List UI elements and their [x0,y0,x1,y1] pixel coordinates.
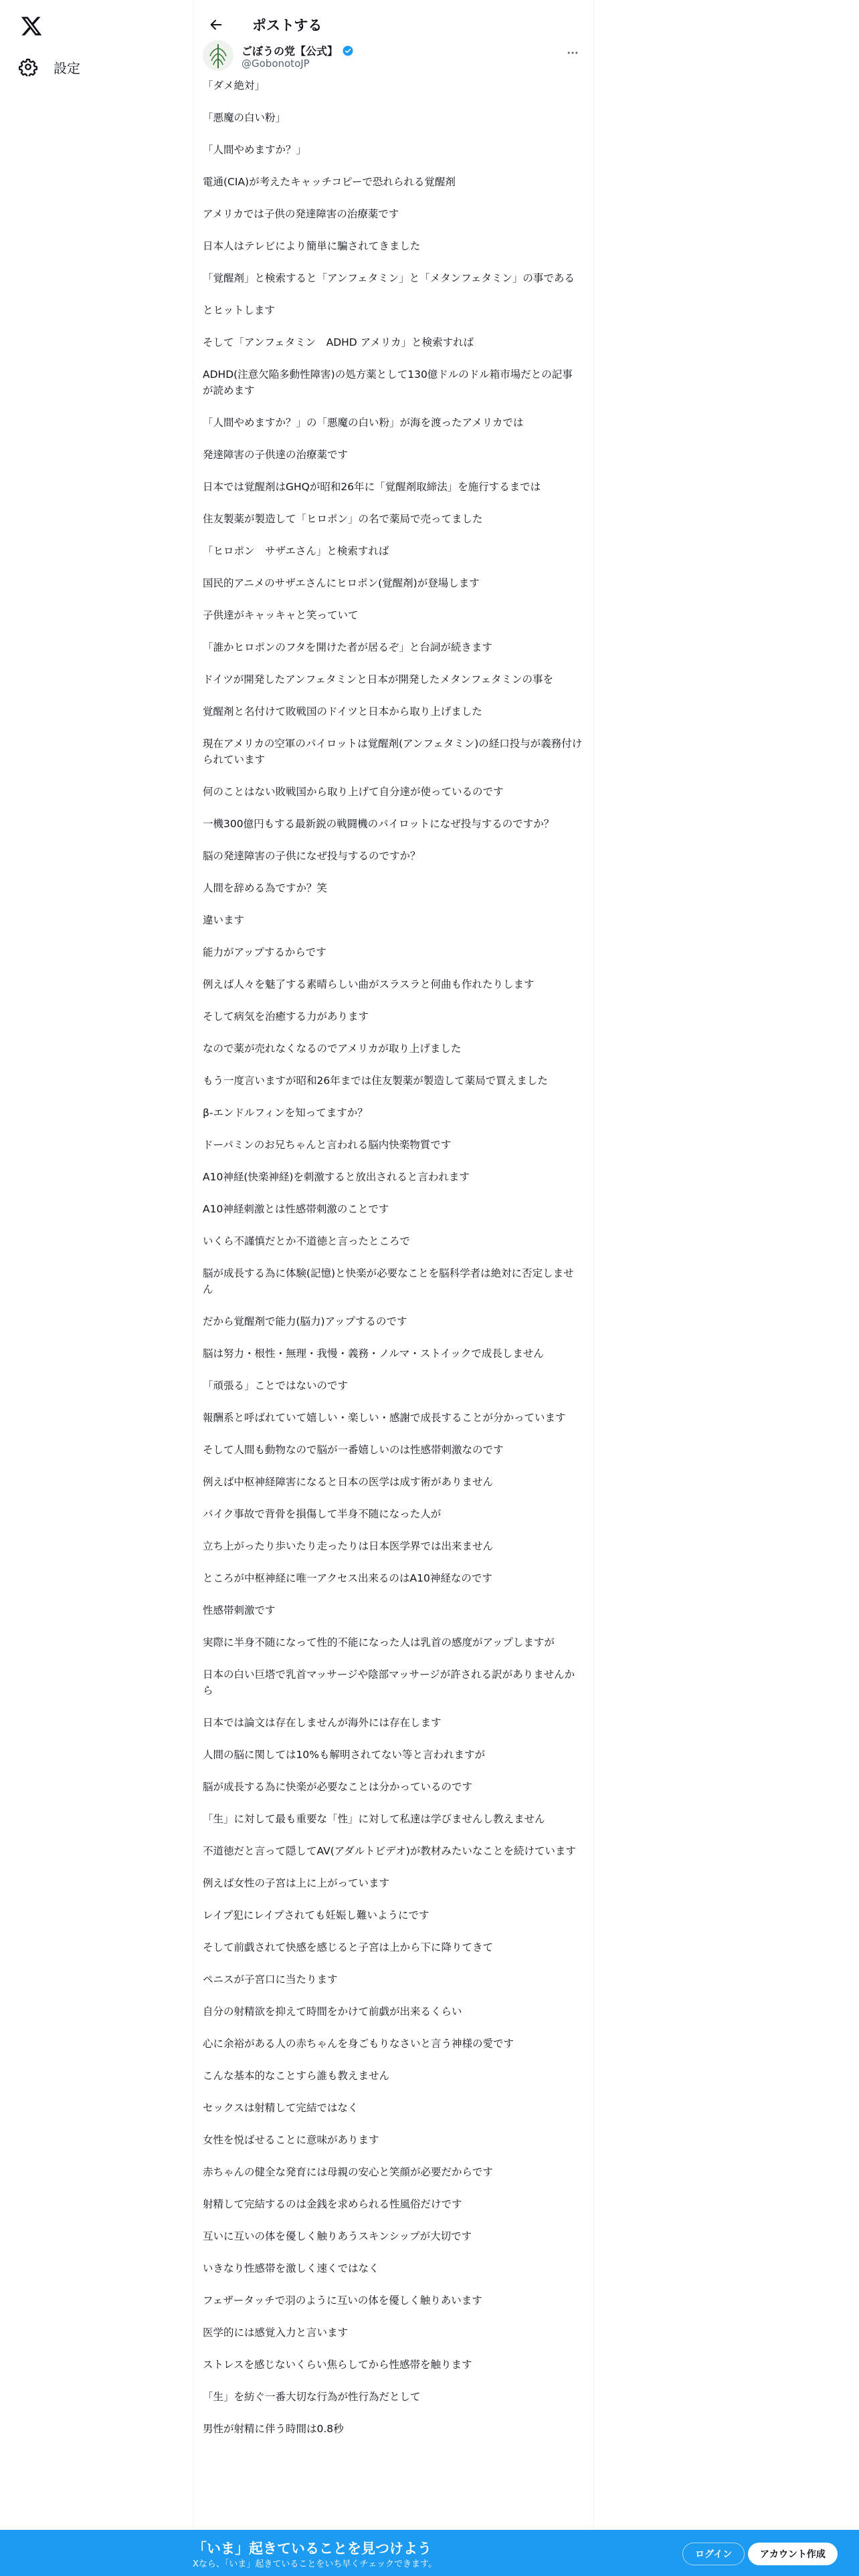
author-name[interactable] [242,43,354,58]
post-line: 「生」に対して最も重要な「性」に対して私達は学びませんし教えません [203,1813,545,1825]
author-handle[interactable]: @GobonotoJP [242,58,310,70]
post-line: そして人間も動物なので脳が一番嬉しいのは性感帯刺激なのです [203,1444,504,1456]
post-line: 脳が成長する為に体験(記憶)と快楽が必要なことを脳科学者は絶対に否定しません [203,1267,574,1295]
left-navigation [0,0,193,2576]
post-line: 「悪魔の白い粉」 [203,112,286,124]
post-line: ドイツが開発したアンフェタミンと日本が開発したメタンフェタミンの事を [203,673,554,685]
author-name-text: ごぼうの党【公式】 [242,45,339,58]
x-logo-icon[interactable] [20,15,43,37]
post-line: 「人間やめますか？」の「悪魔の白い粉」が海を渡ったアメリカでは [203,417,524,429]
login-button[interactable]: ログイン [682,2543,745,2565]
post-line: そして「アンフェタミン ADHD アメリカ」と検索すれば [203,336,474,348]
main-column [193,0,594,2576]
post-line: ADHD(注意欠陥多動性障害)の処方薬として130億ドルのドル箱市場だとの記事が読めます [203,368,573,397]
signup-banner [0,2530,859,2576]
post-line: 覚醒剤と名付けて敗戦国のドイツと日本から取り上げました [203,706,482,718]
post-line: 違います [203,914,245,926]
post-line: 射精して完結するのは金銭を求められる性風俗だけです [203,2198,462,2210]
post-line: バイク事故で背骨を損傷して半身不随になった人が [203,1508,442,1520]
post-line: 国民的アニメのサザエさんにヒロポン(覚醒剤)が登場します [203,577,480,589]
post-line: 立ち上がったり歩いたり走ったりは日本医学界では出来ません [203,1540,494,1552]
post-line: 子供達がキャッキャと笑っていて [203,609,359,621]
post-line: 報酬系と呼ばれていて嬉しい・楽しい・感謝で成長することが分かっています [203,1412,566,1424]
post-line: セックスは射精して完結ではなく [203,2102,359,2114]
post-line: A10神経(快楽神経)を刺激すると放出されると言われます [203,1171,470,1183]
post-line: 互いに互いの体を優しく触りあうスキンシップが大切です [203,2230,472,2242]
banner-title: 「いま」起きていることを見つけよう [193,2541,432,2557]
post-line: A10神経刺激とは性感帯刺激のことです [203,1203,389,1215]
post-line: 例えば女性の子宮は上に上がっています [203,1877,390,1889]
post-line: ところが中枢神経に唯一アクセス出来るのはA10神経なのです [203,1572,492,1584]
post-line: ペニスが子宮口に当たります [203,1973,338,1985]
gear-icon [19,58,37,76]
post-line: 脳が成長する為に快楽が必要なことは分かっているのです [203,1781,473,1793]
post-line: ドーパミンのお兄ちゃんと言われる脳内快楽物質です [203,1139,452,1151]
post-line: ストレスを感じないくらい焦らしてから性感帯を触ります [203,2359,472,2371]
post-line: 実際に半身不随になって性的不能になった人は乳首の感度がアップしますが [203,1636,555,1648]
post-line: β-エンドルフィンを知ってますか？ [203,1107,368,1119]
post-line: 日本では覚醒剤はGHQが昭和26年に「覚醒剤取締法」を施行するまでは [203,481,541,493]
post-line: 例えば中枢神経障害になると日本の医学は成す術がありません [203,1476,494,1488]
more-dots-icon [566,46,579,60]
post-author [203,40,584,75]
post-line: 住友製薬が製造して「ヒロポン」の名で薬局で売ってました [203,513,483,525]
post-line: 脳は努力・根性・無理・我慢・義務・ノルマ・ストイックで成長しません [203,1348,544,1360]
post-line: いくら不謹慎だとか不道徳と言ったところで [203,1235,410,1247]
page-title: ポストする [252,17,322,33]
post-line: 「覚醒剤」と検索すると「アンフェタミン」と「メタンフェタミン」の事である [203,272,575,284]
post-line: 例えば人々を魅了する素晴らしい曲がスラスラと何曲も作れたりします [203,978,535,990]
post-line: フェザータッチで羽のように互いの体を優しく触りあいます [203,2294,482,2306]
verified-badge-icon [342,45,354,57]
post-line: いきなり性感帯を激しく速くではなく [203,2262,379,2274]
sidebar-item-label: 設定 [54,60,80,76]
post-line: とヒットします [203,304,276,316]
post-line: 日本では論文は存在しませんが海外には存在します [203,1717,442,1729]
post-line: 心に余裕がある人の赤ちゃんを身ごもりなさいと言う神様の愛です [203,2038,514,2050]
post-line: 一機300億円もする最新鋭の戦闘機のパイロットになぜ投与するのですか？ [203,818,555,830]
back-button[interactable] [203,11,229,38]
sidebar-item-settings[interactable] [19,53,80,80]
post-text [203,78,583,2514]
post-line: 「ダメ絶対」 [203,80,266,92]
post-line: 赤ちゃんの健全な発育には母親の安心と笑顔が必要だからです [203,2166,493,2178]
post-line: 能力がアップするからです [203,946,326,958]
post-line: 人間の脳に関しては10%も解明されてない等と言われますが [203,1749,485,1761]
post-line: 不道徳だと言って隠してAV(アダルトビデオ)が教材みたいなことを続けています [203,1845,576,1857]
post-line: 「生」を紡ぐ一番大切な行為が性行為だとして [203,2391,421,2403]
post-line: 日本人はテレビにより簡単に騙されてきました [203,240,421,252]
post-line: 電通(CIA)が考えたキャッチコピーで恐れられる覚醒剤 [203,176,456,188]
avatar[interactable] [203,40,233,71]
post-line: 「ヒロポン サザエさん」と検索すれば [203,545,389,557]
post-line: 人間を辞める為ですか？笑 [203,882,328,894]
banner-subtitle: Xなら、「いま」起きていることをいち早くチェックできます。 [193,2559,437,2569]
post-line: だから覚醒剤で能力(脳力)アップするのです [203,1315,407,1327]
post-line: 女性を悦ばせることに意味があります [203,2134,379,2146]
arrow-left-icon [209,17,223,32]
post-line: もう一度言いますが昭和26年までは住友製薬が製造して薬局で買えました [203,1075,548,1087]
more-options-button[interactable] [561,43,584,63]
post-line: 「誰かヒロポンのフタを開けた者が居るぞ」と台詞が続きます [203,641,492,653]
post-line: なので薬が売れなくなるのでアメリカが取り上げました [203,1043,462,1055]
post-line: 日本の白い巨塔で乳首マッサージや陰部マッサージが許される訳がありませんから [203,1669,575,1697]
post-line: 医学的には感覚入力と言います [203,2327,349,2339]
post-line: 「人間やめますか？」 [203,144,307,156]
post-line: 男性が射精に伴う時間は0.8秒 [203,2423,344,2435]
signup-button[interactable]: アカウント作成 [748,2543,838,2565]
post-line: 「頑張る」ことではないのです [203,1380,349,1392]
post-line: 脳の発達障害の子供になぜ投与するのですか？ [203,850,421,862]
post-line: 自分の射精欲を抑えて時間をかけて前戯が出来るくらい [203,2006,462,2018]
post-line: アメリカでは子供の発達障害の治療薬です [203,208,399,220]
post-line: 発達障害の子供達の治療薬です [203,449,349,461]
post-line: こんな基本的なことすら誰も教えません [203,2070,390,2082]
post-line: そして前戯されて快感を感じると子宮は上から下に降りてきて [203,1941,494,1953]
post-line: 何のことはない敗戦国から取り上げて自分達が使っているのです [203,786,504,798]
post-line: レイプ犯にレイプされても妊娠し難いようにです [203,1909,430,1921]
post-line: そして病気を治癒する力があります [203,1010,369,1023]
post-line: 性感帯刺激です [203,1604,276,1616]
post-line: 現在アメリカの空軍のパイロットは覚醒剤(アンフェタミン)の経口投与が義務付けられています [203,738,583,766]
